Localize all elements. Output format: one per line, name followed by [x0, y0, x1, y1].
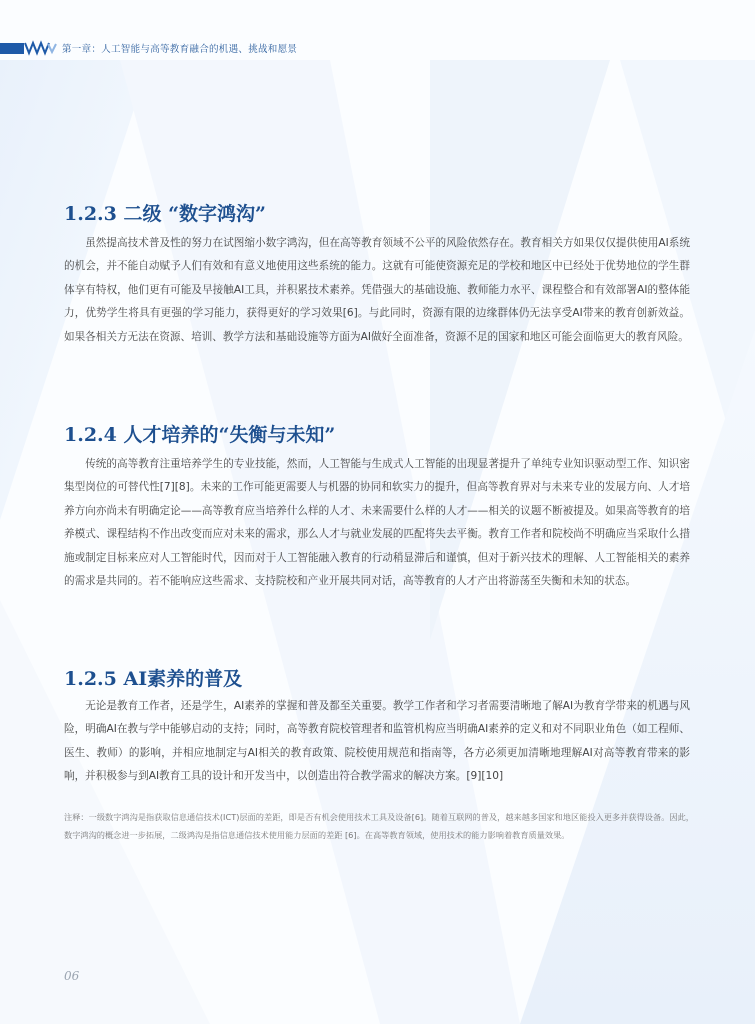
section-title-ai-literacy: 1.2.5 AI素养的普及 [64, 668, 243, 690]
footnote: 注释：一级数字鸿沟是指获取信息通信技术(ICT)层面的差距，即是否有机会使用技术工具及设备[6]。随着互联网的普及，越来越多国家和地区能投入更多并获得设备。因此，数字鸿沟的概念进一步拓展，二级鸿沟是指信息通信技术使用能力层面的差距 [6]。在高等教育领域，使用技术的能力影响着教育质量效果。 [64, 812, 694, 840]
page-number: 06 [64, 969, 80, 983]
section-body-digital-divide: 虽然提高技术普及性的努力在试图缩小数字鸿沟，但在高等教育领域不公平的风险依然存在。教育相关方如果仅仅提供使用AI系统的机会，并不能自动赋予人们有效和有意义地使用这些系统的能力。这就有可能使资源充足的学校和地区中已经处于优势地位的学生群体享有特权，他们更有可能及早接触AI工具，并积累技术素养。凭借强大的基础设施、教师能力水平、课程整合和有效部署AI的整体能力，优势学生将具有更强的学习能力，获得更好的学习效果[6]。与此同时，资源有限的边缘群体仍无法享受AI带来的教育创新效益。如果各相关方无法在资源、培训、教学方法和基础设施等方面为AI做好全面准备，资源不足的国家和地区可能会面临更大的教育风险。 [64, 237, 690, 343]
section-body-talent-cultivation: 传统的高等教育注重培养学生的专业技能，然而，人工智能与生成式人工智能的出现显著提升了单纯专业知识驱动型工作、知识密集型岗位的可替代性[7][8]。未来的工作可能更需要人与机器的协同和软实力的提升，但高等教育界对与未来专业的发展方向、人才培养方向亦尚未有明确定论——高等教育应当培养什么样的人才、未来需要什么样的人才——相关的议题不断被提及。如果高等教育的培养模式、课程结构不作出改变而应对未来的需求，那么人才与就业发展的匹配将失去平衡。教育工作者和院校尚不明确应当采取什么措施或制定目标来应对人工智能时代，因而对于人工智能融入教育的行动稍显滞后和谨慎，但对于新兴技术的理解、人工智能相关的素养的需求是共同的。若不能响应这些需求、支持院校和产业开展共同对话，高等教育的人才产出将游荡至失衡和未知的状态。 [64, 458, 690, 588]
section-title-talent-cultivation: 1.2.4 人才培养的“失衡与未知” [64, 424, 336, 446]
section-title-digital-divide: 1.2.3 二级 “数字鸿沟” [64, 203, 266, 225]
chapter-title: 第一章：人工智能与高等教育融合的机遇、挑战和愿景 [62, 44, 298, 55]
section-body-ai-literacy: 无论是教育工作者，还是学生，AI素养的掌握和普及都至关重要。教学工作者和学习者需要清晰地了解AI为教育学带来的机遇与风险，明确AI在教与学中能够启动的支持；同时，高等教育院校管理者和监管机构应当明确AI素养的定义和对不同职业角色（如工程师、医生、教师）的影响，并相应地制定与AI相关的教育政策、院校使用规范和指南等，各方必须更加清晰地理解AI对高等教育带来的影响，并积极参与到AI教育工具的设计和开发当中，以创造出符合教学需求的解决方案。[9][10] [64, 700, 690, 783]
